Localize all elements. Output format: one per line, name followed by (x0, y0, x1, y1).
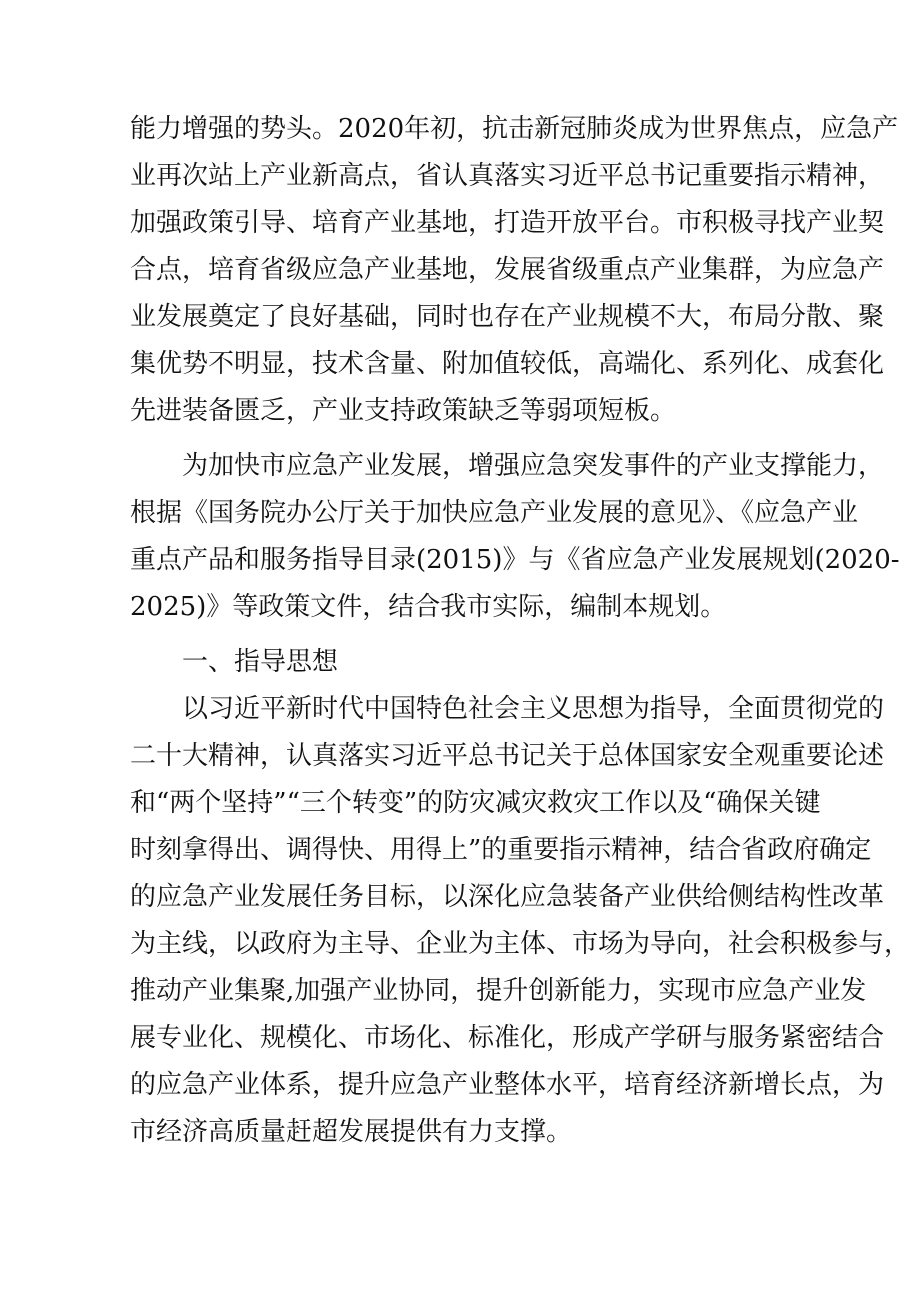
paragraph-line: 为主线，以政府为主导、企业为主体、市场为导向，社会积极参与， (130, 929, 911, 959)
paragraph-line: 二十大精神，认真落实习近平总书记关于总体国家安全观重要论述 (130, 741, 885, 771)
paragraph-line: 的应急产业发展任务目标，以深化应急装备产业供给侧结构性改革 (130, 882, 885, 912)
paragraph-line: 推动产业集聚,加强产业协同，提升创新能力，实现市应急产业发 (130, 976, 867, 1006)
paragraph-spacer (130, 631, 802, 639)
paragraph-line: 以习近平新时代中国特色社会主义思想为指导，全面贯彻党的 (182, 694, 885, 724)
paragraph-line: 根据《国务院办公厅关于加快应急产业发展的意见》、《应急产业 (130, 498, 859, 528)
paragraph-line: 为加快市应急产业发展，增强应急突发事件的产业支撑能力， (182, 451, 885, 481)
paragraph-line: 2025)》等政策文件，结合我市实际，编制本规划。 (130, 592, 727, 622)
paragraph-line: 合点，培育省级应急产业基地，发展省级重点产业集群，为应急产 (130, 255, 885, 285)
paragraph-line: 展专业化、规模化、市场化、标准化，形成产学研与服务紧密结合 (130, 1023, 885, 1053)
paragraph-3 (130, 686, 911, 1156)
paragraph-line: 集优势不明显，技术含量、附加值较低，高端化、系列化、成套化 (130, 349, 885, 379)
paragraph-line: 业发展奠定了良好基础，同时也存在产业规模不大，布局分散、聚 (130, 302, 885, 332)
paragraph-line: 先进装备匮乏，产业支持政策缺乏等弱项短板。 (130, 396, 677, 426)
paragraph-line: 时刻拿得出、调得快、用得上”的重要指示精神，结合省政府确定 (130, 835, 872, 865)
paragraph-line: 的应急产业体系，提升应急产业整体水平，培育经济新增长点，为 (130, 1070, 885, 1100)
paragraph-line: 和“两个坚持”“三个转变”的防灾减灾救灾工作以及“确保关键 (130, 788, 821, 818)
paragraph-line: 市经济高质量赶超发展提供有力支撑。 (130, 1117, 573, 1147)
paragraph-line: 能力增强的势头。2020年初，抗击新冠肺炎成为世界焦点，应急产 (130, 114, 899, 144)
paragraph-line: 重点产品和服务指导目录(2015)》与《省应急产业发展规划(2020- (130, 545, 900, 575)
section-heading: 一、指导思想 (182, 647, 339, 677)
paragraph-1 (130, 106, 899, 435)
document-body (130, 106, 911, 1156)
paragraph-line: 业再次站上产业新高点，省认真落实习近平总书记重要指示精神， (130, 161, 885, 191)
paragraph-2 (130, 443, 900, 631)
paragraph-line: 加强政策引导、培育产业基地，打造开放平台。市积极寻找产业契 (130, 208, 885, 238)
paragraph-spacer (130, 435, 802, 443)
